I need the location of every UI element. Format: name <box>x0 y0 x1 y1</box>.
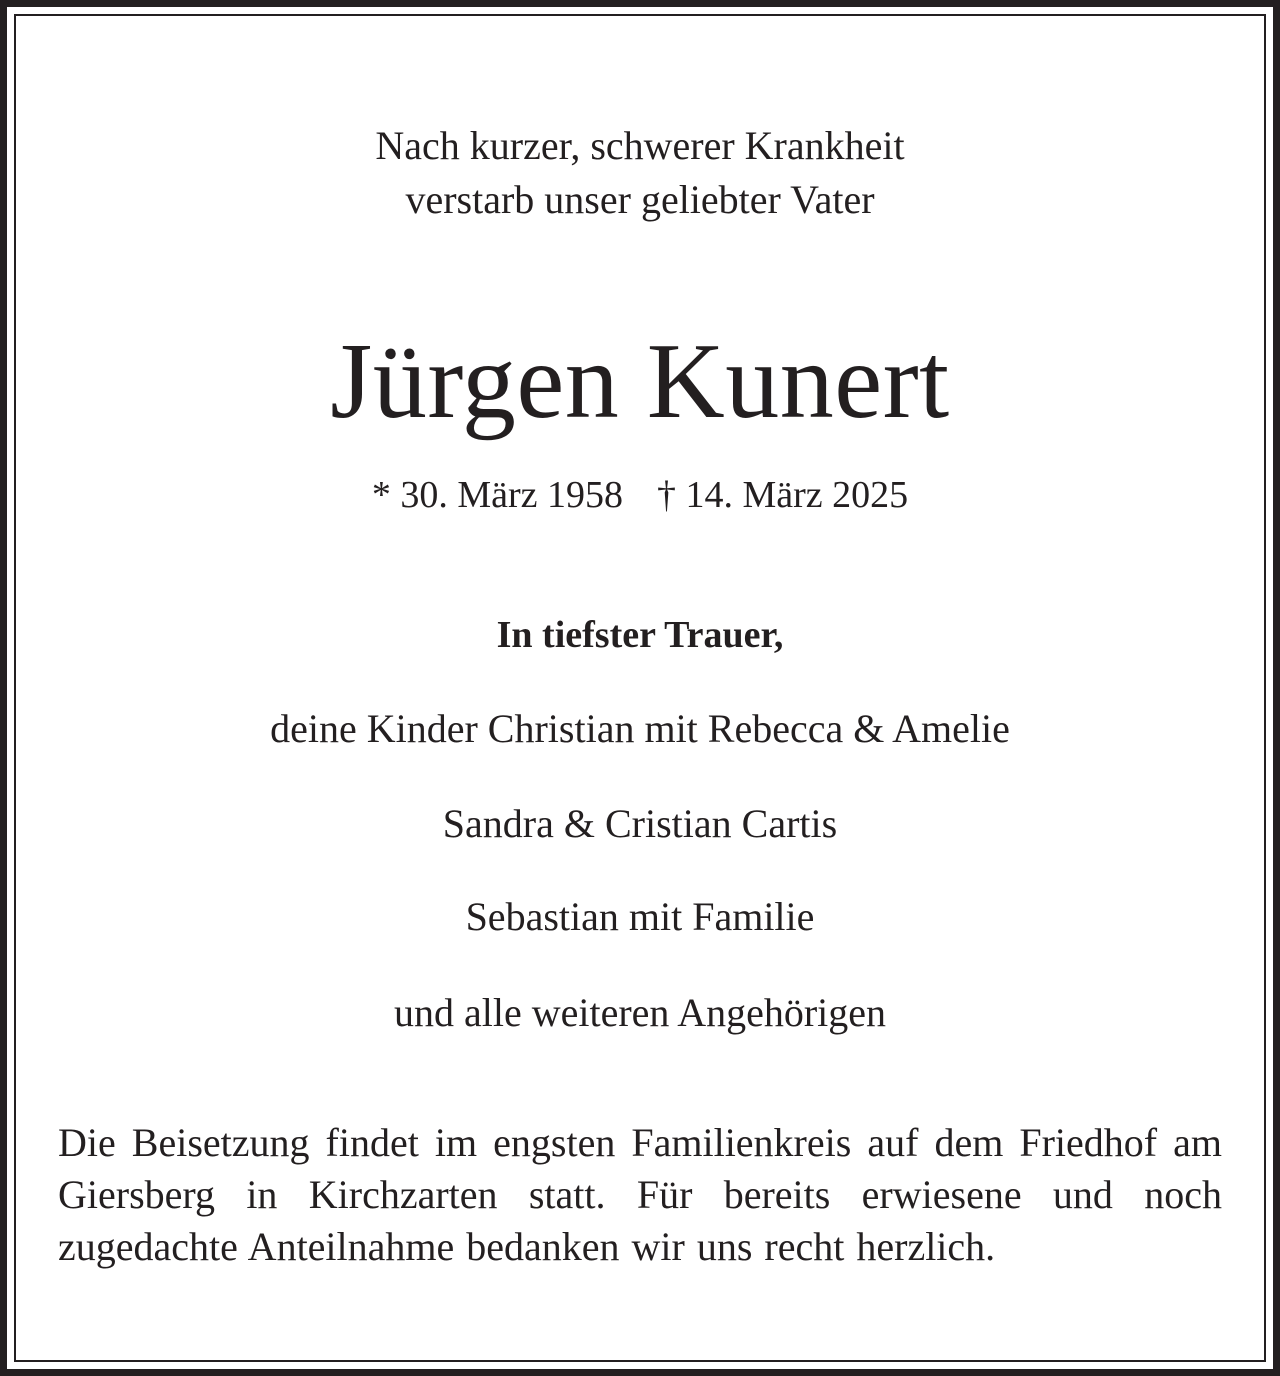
mourner-line: Sandra & Cristian Cartis <box>442 801 838 846</box>
closing-paragraph: Die Beisetzung findet im engsten Familienkreis auf dem Friedhof am Giersberg in Kirchzarten statt. Für bereits erwiesene und noch zugedachte Anteilnahme bedanken wir uns recht herzlich. <box>58 1120 1222 1269</box>
mourner-line: Sebastian mit Familie <box>465 894 815 939</box>
death-date: † 14. März 2025 <box>657 474 909 516</box>
intro-line-2: verstarb unser geliebter Vater <box>405 177 875 222</box>
mourner-line: und alle weiteren Angehörigen <box>393 990 887 1035</box>
mourning-heading: In tiefster Trauer, <box>496 614 784 656</box>
life-dates <box>0 476 1280 514</box>
intro-line-1: Nach kurzer, schwerer Krankheit <box>375 123 905 168</box>
birth-date: * 30. März 1958 <box>371 474 623 516</box>
deceased-name: Jürgen Kunert <box>330 322 950 441</box>
mourner-line: deine Kinder Christian mit Rebecca & Amelie <box>270 706 1010 751</box>
